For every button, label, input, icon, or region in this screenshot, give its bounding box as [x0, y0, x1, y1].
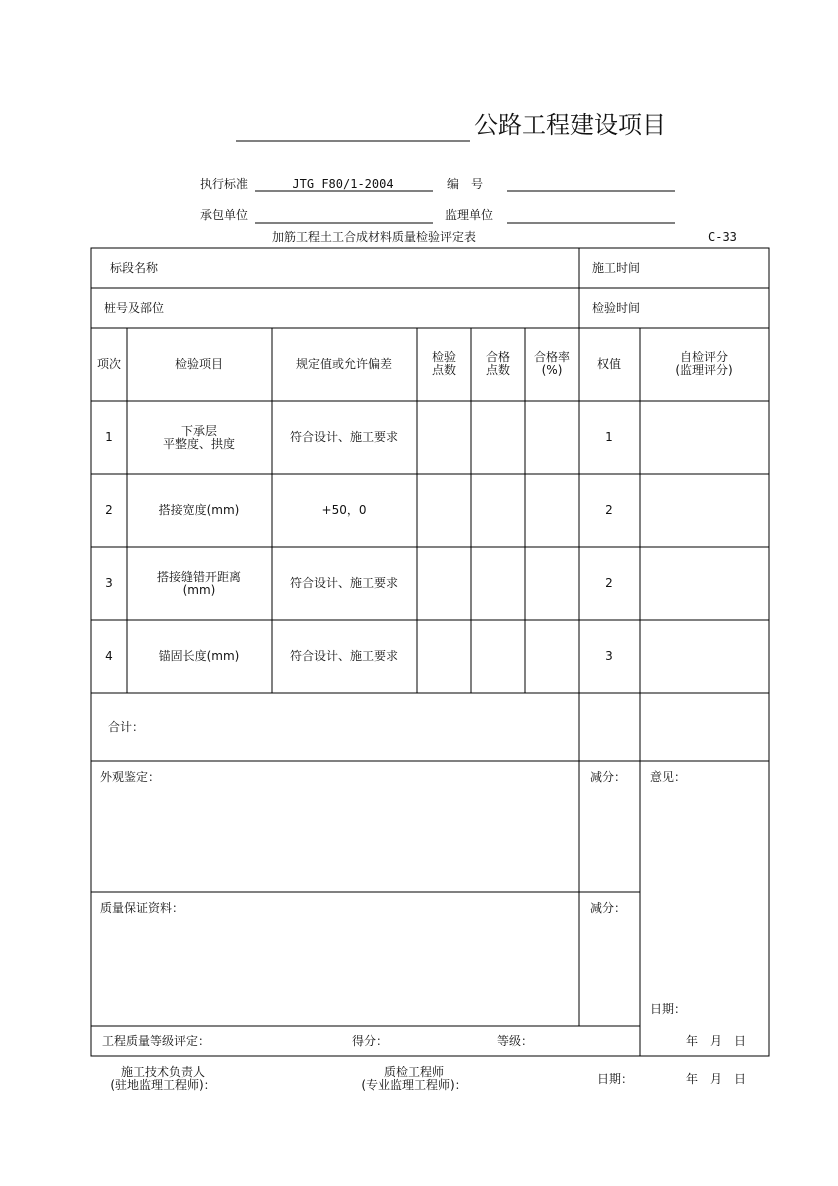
row-item: 锚固长度(mm): [158, 649, 240, 663]
row-no: 1: [105, 430, 113, 444]
column-header: 权值: [596, 356, 622, 371]
date-ymd: 年 月 日: [686, 1034, 747, 1048]
column-header: 检验项目: [174, 356, 224, 371]
date-label: 日期：: [650, 1002, 687, 1016]
row-item: 下承层 平整度、拱度: [162, 423, 236, 451]
project-title: 公路工程建设项目: [474, 111, 666, 139]
row-item: 搭接宽度(mm): [158, 503, 240, 517]
appearance-label: 外观鉴定：: [100, 770, 161, 784]
deduct-label: 减分：: [590, 770, 627, 784]
column-header: 合格 点数: [485, 350, 511, 377]
quality-docs-label: 质量保证资料：: [100, 901, 185, 915]
column-header: 项次: [96, 356, 122, 371]
standard-value: JTG F80/1-2004: [292, 177, 394, 191]
grade-label: 等级：: [497, 1034, 534, 1048]
footer-date-label: 日期：: [597, 1072, 634, 1086]
total-label: 合计：: [108, 720, 145, 734]
column-header: 合格率 (%): [533, 350, 571, 377]
row-weight: 1: [605, 430, 613, 444]
tech-lead-label: 施工技术负责人 (驻地监理工程师)：: [110, 1065, 216, 1092]
row-item: 搭接缝错开距离 (mm): [156, 569, 242, 597]
supervisor-label: 监理单位: [445, 208, 494, 222]
row-weight: 3: [605, 649, 613, 663]
form-title: 加筋工程土工合成材料质量检验评定表: [272, 230, 477, 244]
row-spec: 符合设计、施工要求: [289, 576, 399, 590]
number-label: 编 号: [447, 177, 484, 191]
row-weight: 2: [605, 503, 613, 517]
row-no: 2: [105, 503, 113, 517]
row-spec: 符合设计、施工要求: [289, 649, 399, 663]
column-header: 规定值或允许偏差: [295, 356, 393, 371]
row-weight: 2: [605, 576, 613, 590]
inspection-time-label: 检验时间: [592, 301, 641, 315]
row-spec: +50，0: [321, 503, 367, 517]
deduct-label: 减分：: [590, 901, 627, 915]
construction-time-label: 施工时间: [592, 261, 641, 275]
footer-date-ymd: 年 月 日: [686, 1072, 747, 1086]
score-label: 得分：: [352, 1034, 389, 1048]
column-header: 自检评分 (监理评分): [675, 350, 733, 377]
grade-eval-label: 工程质量等级评定：: [102, 1034, 211, 1048]
qc-engineer-label: 质检工程师 (专业监理工程师)：: [361, 1065, 467, 1092]
station-label: 桩号及部位: [104, 301, 165, 315]
row-no: 4: [105, 649, 113, 663]
row-spec: 符合设计、施工要求: [289, 430, 399, 444]
opinion-label: 意见：: [650, 770, 687, 784]
row-no: 3: [105, 576, 113, 590]
standard-label: 执行标准: [200, 177, 249, 191]
contractor-label: 承包单位: [200, 208, 249, 222]
column-header: 检验 点数: [431, 350, 457, 377]
section-name-label: 标段名称: [110, 261, 159, 275]
form-code: C-33: [708, 230, 737, 244]
